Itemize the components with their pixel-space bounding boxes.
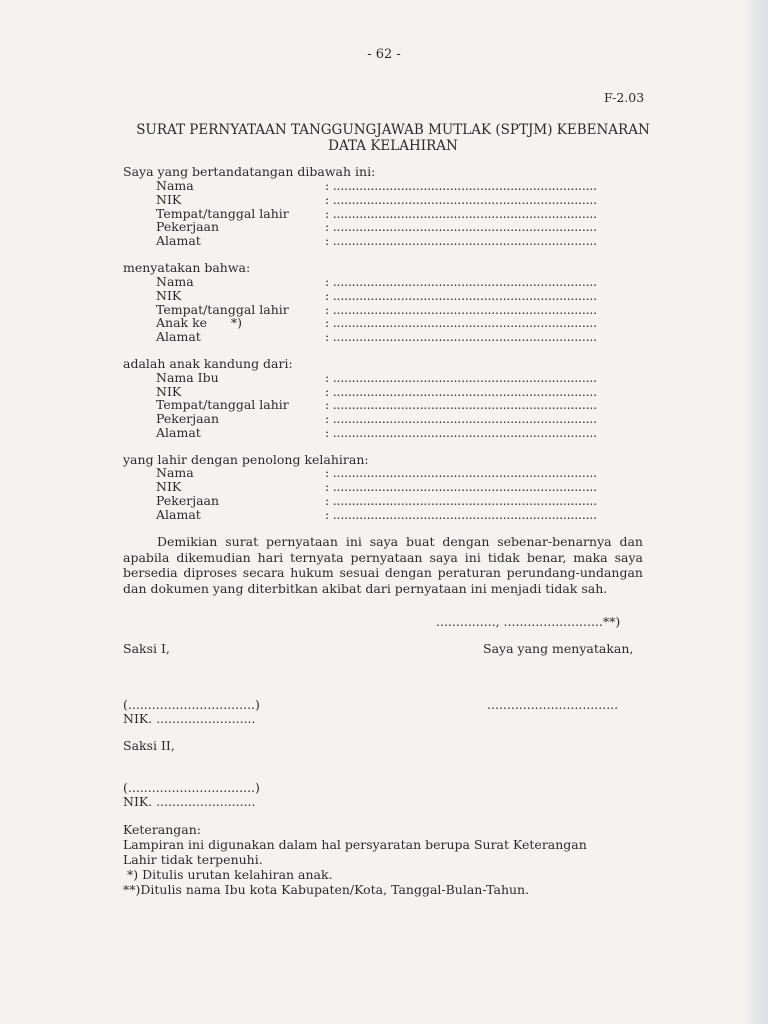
witness-2-label: Saksi II,	[123, 738, 175, 753]
notes-block	[123, 822, 643, 897]
field-blank: : ......................................................................	[325, 425, 597, 440]
field-blank: : ......................................................................	[325, 411, 597, 426]
section-label-child: menyatakan bahwa:	[123, 260, 251, 275]
field-blank: : ......................................................................	[325, 192, 597, 207]
witness-2-nik-blank: NIK. .........................	[123, 794, 256, 809]
field-blank: : ......................................................................	[325, 274, 597, 289]
field-blank: : ......................................................................	[325, 479, 597, 494]
declarant-signature-blank: .................................	[487, 697, 619, 712]
statement-text: Demikian surat pernyataan ini saya buat dengan sebenar-benarnya dan apabila dikemudian hari ternyata pernyataan saya ini tidak benar, maka saya bersedia diproses secara hukum sesuai dengan peraturan perundang-undangan dan dokumen yang diterbitkan akibat dari pernyataan ini menjadi tidak sah.	[123, 534, 643, 596]
field-label: Alamat	[156, 507, 201, 522]
field-blank: : ......................................................................	[325, 288, 597, 303]
title-line-1: SURAT PERNYATAAN TANGGUNGJAWAB MUTLAK (SPTJM) KEBENARAN	[136, 122, 650, 138]
section-label-declarant: Saya yang bertandatangan dibawah ini:	[123, 164, 376, 179]
field-blank: : ......................................................................	[325, 329, 597, 344]
notes-line: Lahir tidak terpenuhi.	[123, 852, 263, 867]
field-label: NIK	[156, 384, 182, 399]
field-blank: : ......................................................................	[325, 493, 597, 508]
witness-1-label: Saksi I,	[123, 641, 170, 656]
field-label: Nama	[156, 178, 194, 193]
title-line-2: DATA KELAHIRAN	[328, 138, 458, 154]
field-blank: : ......................................................................	[325, 206, 597, 221]
field-label: Pekerjaan	[156, 411, 220, 426]
field-label: Pekerjaan	[156, 493, 220, 508]
declarant-label: Saya yang menyatakan,	[483, 641, 634, 656]
notes-heading: Keterangan:	[123, 822, 202, 837]
field-label: Nama Ibu	[156, 370, 219, 385]
section-label-mother: adalah anak kandung dari:	[123, 356, 293, 371]
field-label: NIK	[156, 288, 182, 303]
field-label: Tempat/tanggal lahir	[156, 397, 289, 412]
form-code: F-2.03	[604, 90, 645, 105]
witness-2-name-blank: (................................)	[123, 780, 260, 795]
statement-paragraph	[123, 534, 643, 596]
field-label: Tempat/tanggal lahir	[156, 302, 289, 317]
field-blank: : ......................................................................	[325, 219, 597, 234]
scan-edge-shadow	[742, 0, 768, 1024]
section-label-birth-attendant: yang lahir dengan penolong kelahiran:	[123, 452, 369, 467]
field-label: Alamat	[156, 425, 201, 440]
field-blank: : ......................................................................	[325, 233, 597, 248]
field-label: Nama	[156, 465, 194, 480]
field-label: Alamat	[156, 233, 201, 248]
field-blank: : ......................................................................	[325, 397, 597, 412]
witness-1-nik-blank: NIK. .........................	[123, 711, 256, 726]
field-label: Pekerjaan	[156, 219, 220, 234]
field-blank: : ......................................................................	[325, 384, 597, 399]
field-blank: : ......................................................................	[325, 315, 597, 330]
date-place-line: ..............., .........................**)	[436, 614, 621, 629]
witness-1-name-blank: (................................)	[123, 697, 260, 712]
field-label: Anak ke *)	[156, 315, 243, 330]
field-label: NIK	[156, 479, 182, 494]
field-blank: : ......................................................................	[325, 178, 597, 193]
field-label: NIK	[156, 192, 182, 207]
field-blank: : ......................................................................	[325, 465, 597, 480]
document-title	[100, 122, 686, 154]
field-blank: : ......................................................................	[325, 507, 597, 522]
notes-footnote-1: *) Ditulis urutan kelahiran anak.	[123, 867, 333, 882]
field-label: Tempat/tanggal lahir	[156, 206, 289, 221]
field-label: Nama	[156, 274, 194, 289]
field-label: Alamat	[156, 329, 201, 344]
page-number: - 62 -	[367, 47, 401, 62]
notes-footnote-2: **)Ditulis nama Ibu kota Kabupaten/Kota, Tanggal-Bulan-Tahun.	[123, 882, 530, 897]
field-blank: : ......................................................................	[325, 302, 597, 317]
field-blank: : ......................................................................	[325, 370, 597, 385]
notes-line: Lampiran ini digunakan dalam hal persyaratan berupa Surat Keterangan	[123, 837, 587, 852]
